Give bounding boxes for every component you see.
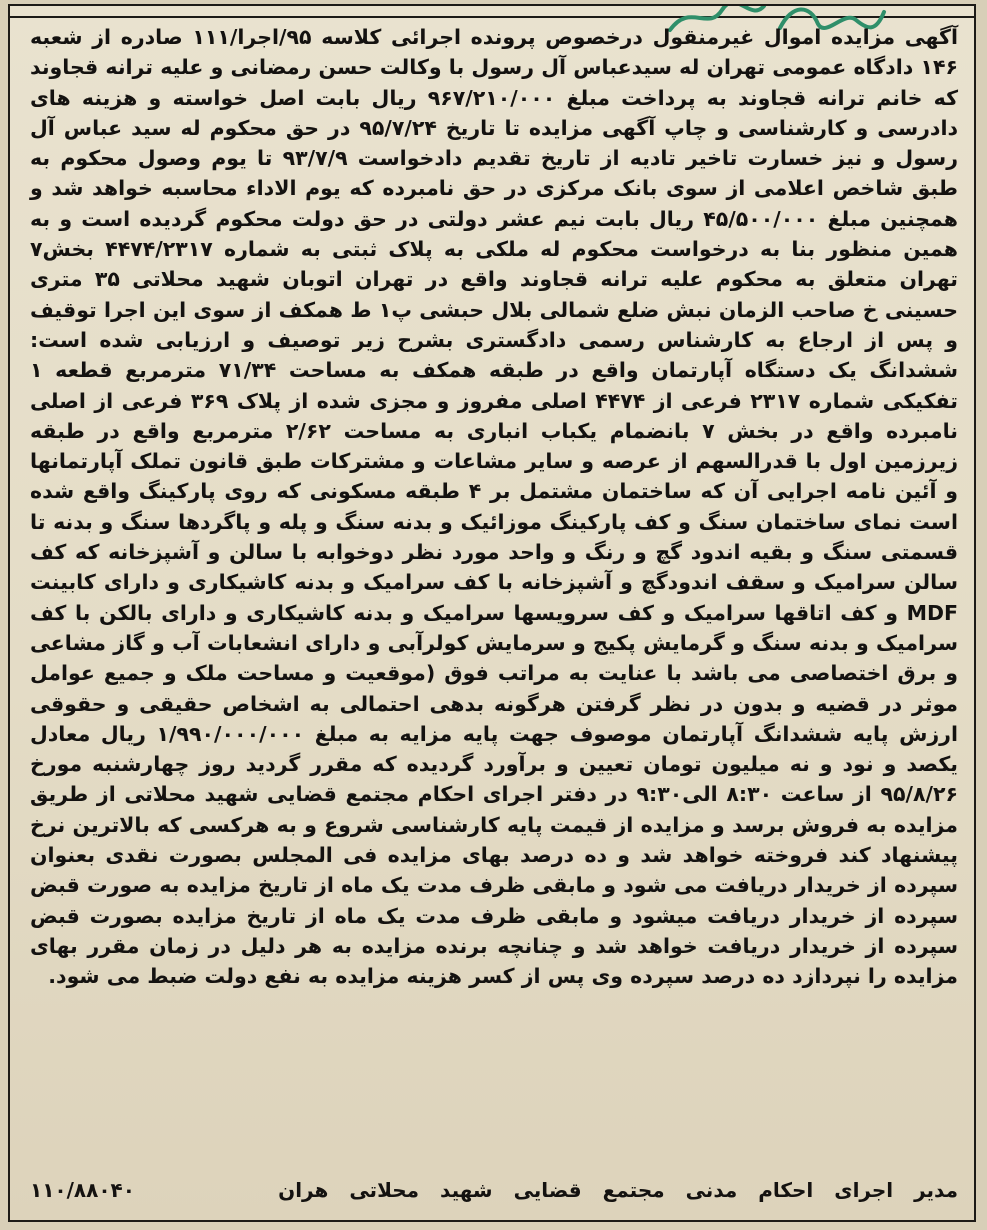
notice-code: ۱۱۰/۸۸۰۴۰ — [30, 1178, 135, 1202]
notice-body: آگهی مزایده اموال غیرمنقول درخصوص پرونده اجرائی کلاسه ۹۵/اجرا/۱۱۱ صادره از شعبه ۱۴۶ دادگاه عمومی تهران له سیدعباس آل رسول با وکالت حسن رمضانی و علیه ترانه قجاوند که خانم ترانه قجاوند به پرداخت مبلغ ۹۶۷/۲۱۰/۰۰۰ ریال بابت اصل خواسته و هزینه های دادرسی و کارشناسی و چاپ آگهی مزایده تا تاریخ ۹۵/۷/۲۴ در حق محکوم له سید عباس آل رسول و نیز خسارت تاخیر تادیه از تاریخ تقدیم دادخواست ۹۳/۷/۹ تا یوم وصول محکوم به طبق شاخص اعلامی از سوی بانک مرکزی در حق نامبرده که یوم الاداء محاسبه خواهد شد و همچنین مبلغ ۴۵/۵۰۰/۰۰۰ ریال بابت نیم عشر دولتی در حق دولت محکوم گردیده است و به همین منظور بنا به درخواست محکوم له ملکی به پلاک ثبتی به شماره ۴۴۷۴/۲۳۱۷ بخش۷ تهران متعلق به محکوم علیه ترانه قجاوند واقع در تهران اتوبان شهید محلاتی ۳۵ متری حسینی خ صاحب الزمان نبش ضلع شمالی بلال حبشی پ۱ ط همکف از سوی این اجرا توقیف و پس از ارجاع به کارشناس رسمی دادگستری بشرح زیر توصیف و ارزیابی شده است: ششدانگ یک دستگاه آپارتمان واقع در طبقه همکف به مساحت ۷۱/۳۴ مترمربع قطعه ۱ تفکیکی شماره ۲۳۱۷ فرعی از ۴۴۷۴ اصلی مفروز و مجزی شده از پلاک ۳۶۹ فرعی از اصلی نامبرده واقع در بخش ۷ بانضمام یکباب انباری به مساحت ۲/۶۲ مترمربع واقع در طبقه زیرزمین اول با قدرالسهم از عرصه و سایر مشاعات و مشترکات طبق قانون تملک آپارتمانها و آئین نامه اجرایی آن که ساختمان مشتمل بر ۴ طبقه مسکونی که روی پارکینگ واقع شده است نمای ساختمان سنگ و کف پارکینگ موزائیک و بدنه سنگ و پله و پاگردها سنگ و بدنه تا قسمتی سنگ و بقیه اندود گچ و رنگ و واحد مورد نظر دوخوابه با سالن و آشپزخانه که کف سالن سرامیک و سقف اندودگچ و آشپزخانه با کف سرامیک و بدنه کاشیکاری و دارای کابینت MDF و کف اتاقها سرامیک و کف سرویسها سرامیک و بدنه کاشیکاری و دارای بالکن با کف سرامیک و بدنه سنگ و گرمایش پکیج و سرمایش کولرآبی و دارای انشعابات آب و گاز مشاعی و برق اختصاصی می باشد با عنایت به مراتب فوق (موقعیت و مساحت ملک و جمیع عوامل موثر در قضیه و بدون در نظر گرفتن هرگونه بدهی احتمالی به اشخاص حقیقی و حقوقی ارزش پایه ششدانگ آپارتمان موصوف جهت پایه مزایه به مبلغ ۱/۹۹۰/۰۰۰/۰۰۰ ریال معادل یکصد و نود و نه میلیون تومان تعیین و برآورد گردیده که مقرر گردید روز چهارشنبه مورخ ۹۵/۸/۲۶ از ساعت ۸:۳۰ الی۹:۳۰ در دفتر اجرای احکام مجتمع قضایی شهید محلاتی از طریق مزایده به فروش برسد و مزایده از قیمت پایه کارشناسی شروع و به هرکسی که بالاترین نرخ پیشنهاد کند فروخته خواهد شد و ده درصد بهای مزایده فی المجلس بصورت نقدی بعنوان سپرده از خریدار دریافت می شود و مابقی ظرف مدت یک ماه از تاریخ مزایده به صورت قبض سپرده از خریدار دریافت میشود و مابقی ظرف مدت یک ماه از تاریخ مزایده بصورت قبض سپرده از خریدار دریافت خواهد شد و چنانچه برنده مزایده به هر دلیل در زمان مقرر بهای مزایده را نپردازد ده درصد سپرده وی پس از کسر هزینه مزایده به نفع دولت ضبط می شود. — [30, 25, 959, 989]
newspaper-clipping — [8, 4, 976, 1222]
top-border — [10, 6, 974, 18]
signature-line: مدیر اجرای احکام مدنی مجتمع قضایی شهید محلاتی هران — [278, 1178, 958, 1202]
notice-footer — [30, 1178, 958, 1202]
